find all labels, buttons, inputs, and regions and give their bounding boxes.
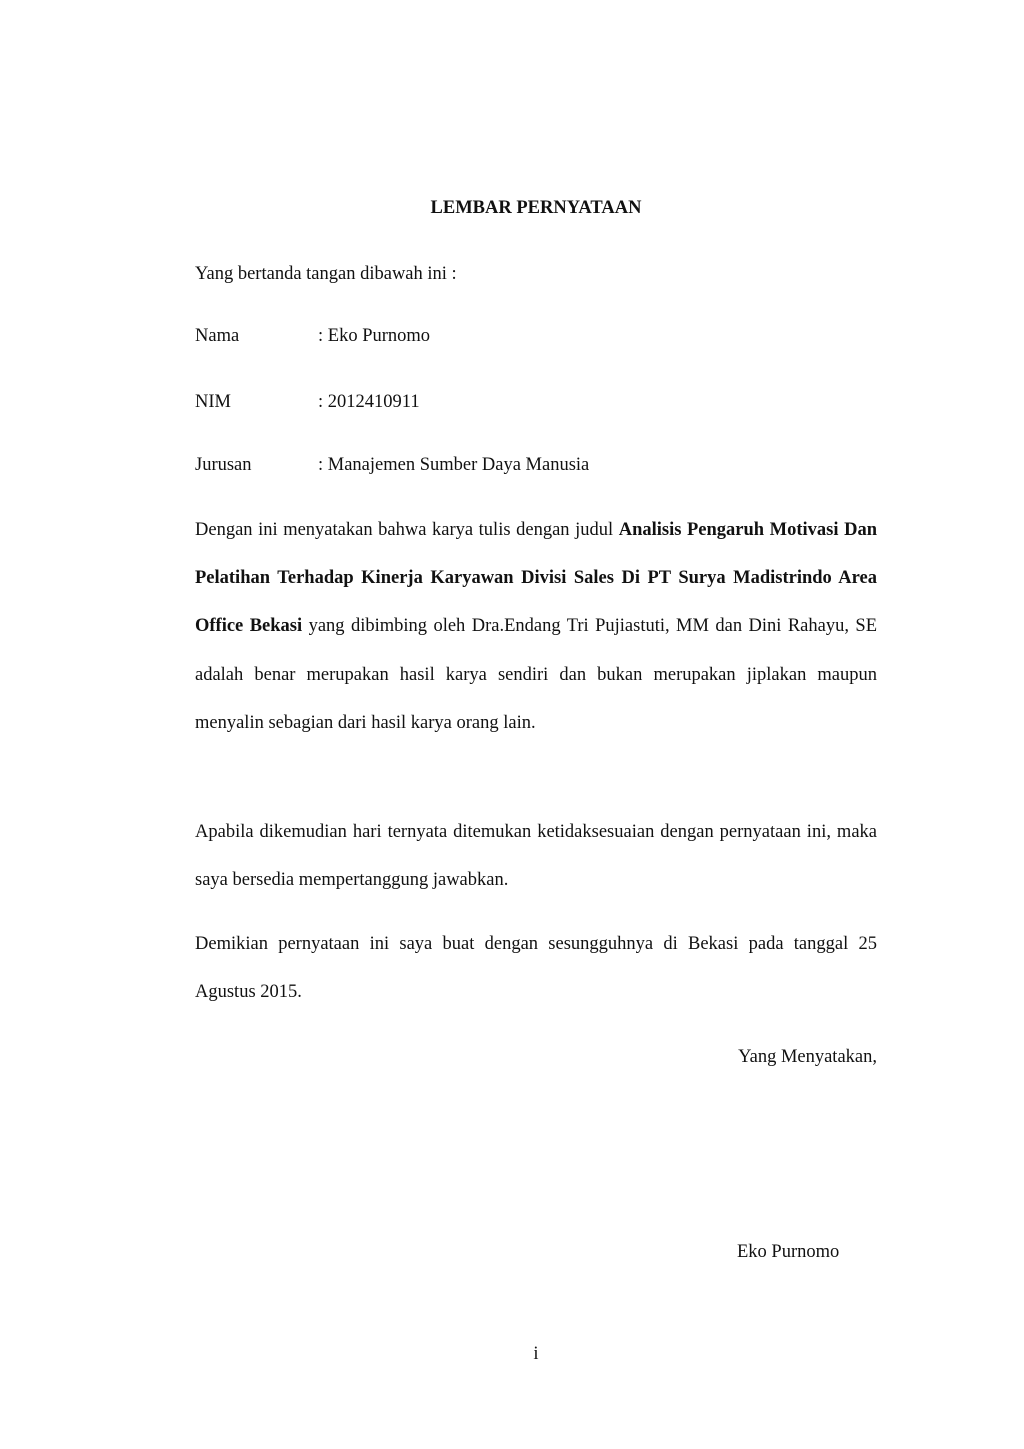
thesis-title: Analisis Pengaruh Motivasi Dan Pelatihan Terhadap Kinerja Karyawan Divisi Sales Di PT Surya Madistrindo Area Office Bekasi bbox=[195, 520, 877, 637]
field-label-nim: NIM bbox=[195, 392, 231, 412]
closing-paragraph: Demikian pernyataan ini saya buat dengan sesungguhnya di Bekasi pada tanggal 25 Agustus 2015. bbox=[195, 934, 877, 1003]
field-value-nama: : Eko Purnomo bbox=[318, 326, 431, 346]
field-value-jurusan: : Manajemen Sumber Daya Manusia bbox=[318, 455, 590, 475]
responsibility-paragraph: Apabila dikemudian hari ternyata ditemukan ketidaksesuaian dengan pernyataan ini, maka saya bersedia mempertanggung jawabkan. bbox=[195, 822, 877, 891]
field-label-nama: Nama bbox=[195, 326, 240, 346]
field-label-jurusan: Jurusan bbox=[195, 455, 252, 475]
closing-statement: Yang Menyatakan, bbox=[738, 1047, 877, 1067]
statement-rest: yang dibimbing oleh Dra.Endang Tri Pujiastuti, MM dan Dini Rahayu, SE adalah benar merupakan hasil karya sendiri dan bukan merupakan jiplakan maupun menyalin sebagian dari hasil karya orang lain. bbox=[195, 616, 878, 733]
intro-line: Yang bertanda tangan dibawah ini : bbox=[195, 264, 457, 284]
signer-name: Eko Purnomo bbox=[737, 1242, 840, 1262]
statement-paragraph bbox=[195, 506, 877, 747]
field-value-nim: : 2012410911 bbox=[318, 392, 420, 412]
statement-lead: Dengan ini menyatakan bahwa karya tulis dengan judul bbox=[195, 520, 619, 540]
document-title: LEMBAR PERNYATAAN bbox=[430, 198, 642, 218]
page-number: i bbox=[533, 1344, 539, 1364]
